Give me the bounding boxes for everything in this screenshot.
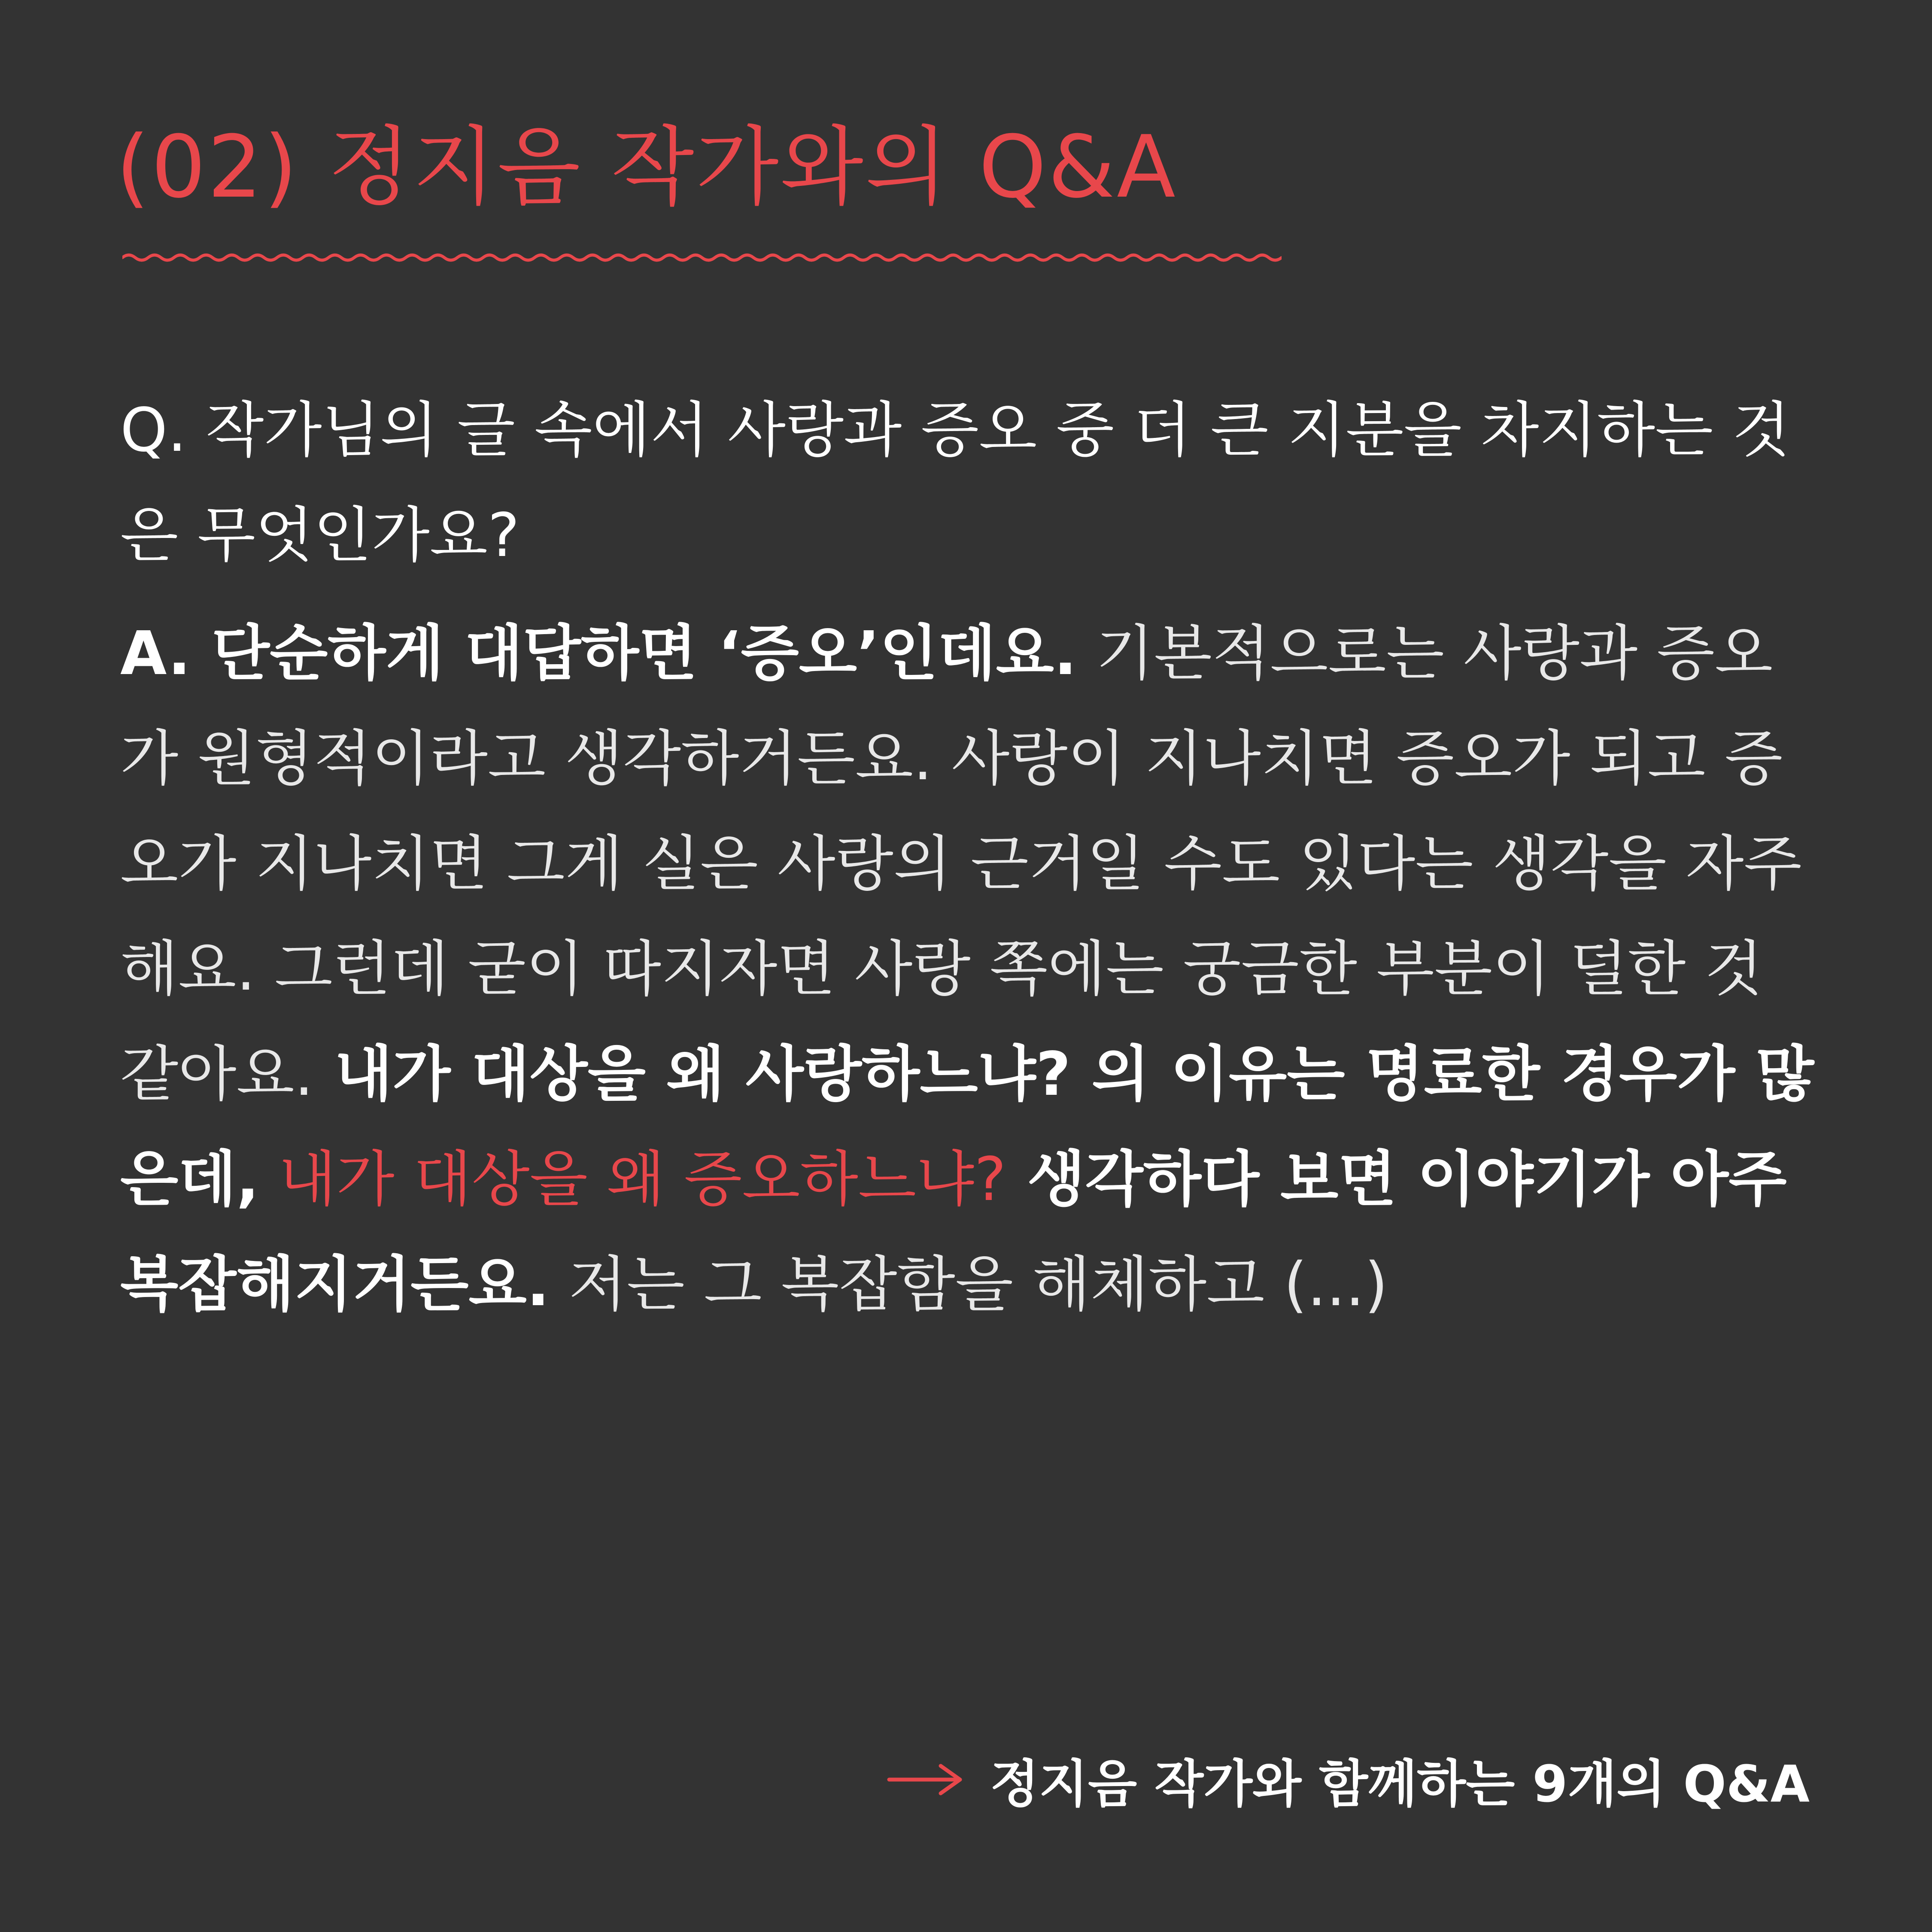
footer-link[interactable] bbox=[887, 1743, 1810, 1816]
answer-text bbox=[120, 601, 1816, 1337]
wavy-underline bbox=[122, 245, 1282, 270]
answer-segment-2: 기본적으로는 사랑과 증오가 원형적이라고 생각하거든요. 사랑이 지나치면 증오가 되고 증오가 지나치면 그게 실은 사랑의 근거일 수도 있다는 생각을 자주 해요. 그런데 굳이 따지자면 사랑 쪽에는 궁금한 부분이 덜한 것 같아요. bbox=[120, 619, 1802, 1109]
answer-segment-4: 내가 대상을 왜 증오하느냐? bbox=[259, 1145, 1006, 1215]
answer-segment-1: A. 단순하게 대답하면 ‘증오’인데요. bbox=[120, 619, 1077, 689]
page-title: (02) 정지음 작가와의 Q&A bbox=[116, 117, 1177, 217]
answer-segment-6: 저는 그 복잡함을 해체하고 (...) bbox=[549, 1250, 1388, 1320]
answer-segment-3: 내가 대상을 왜 사랑하느냐? 의 이유는 명료한 경우가 많은데, bbox=[120, 1039, 1814, 1215]
right-arrow-icon bbox=[887, 1762, 964, 1797]
answer-segment-5: 생각하다 보면 이야기가 아주 복잡해지거든요. bbox=[120, 1145, 1787, 1320]
footer-link-label: 정지음 작가와 함께하는 9개의 Q&A bbox=[990, 1754, 1810, 1814]
qa-content bbox=[120, 378, 1816, 1337]
question-text: Q. 작가님의 글 속에서 사랑과 증오 중 더 큰 지분을 차지하는 것은 무엇인가요? bbox=[120, 395, 1790, 571]
